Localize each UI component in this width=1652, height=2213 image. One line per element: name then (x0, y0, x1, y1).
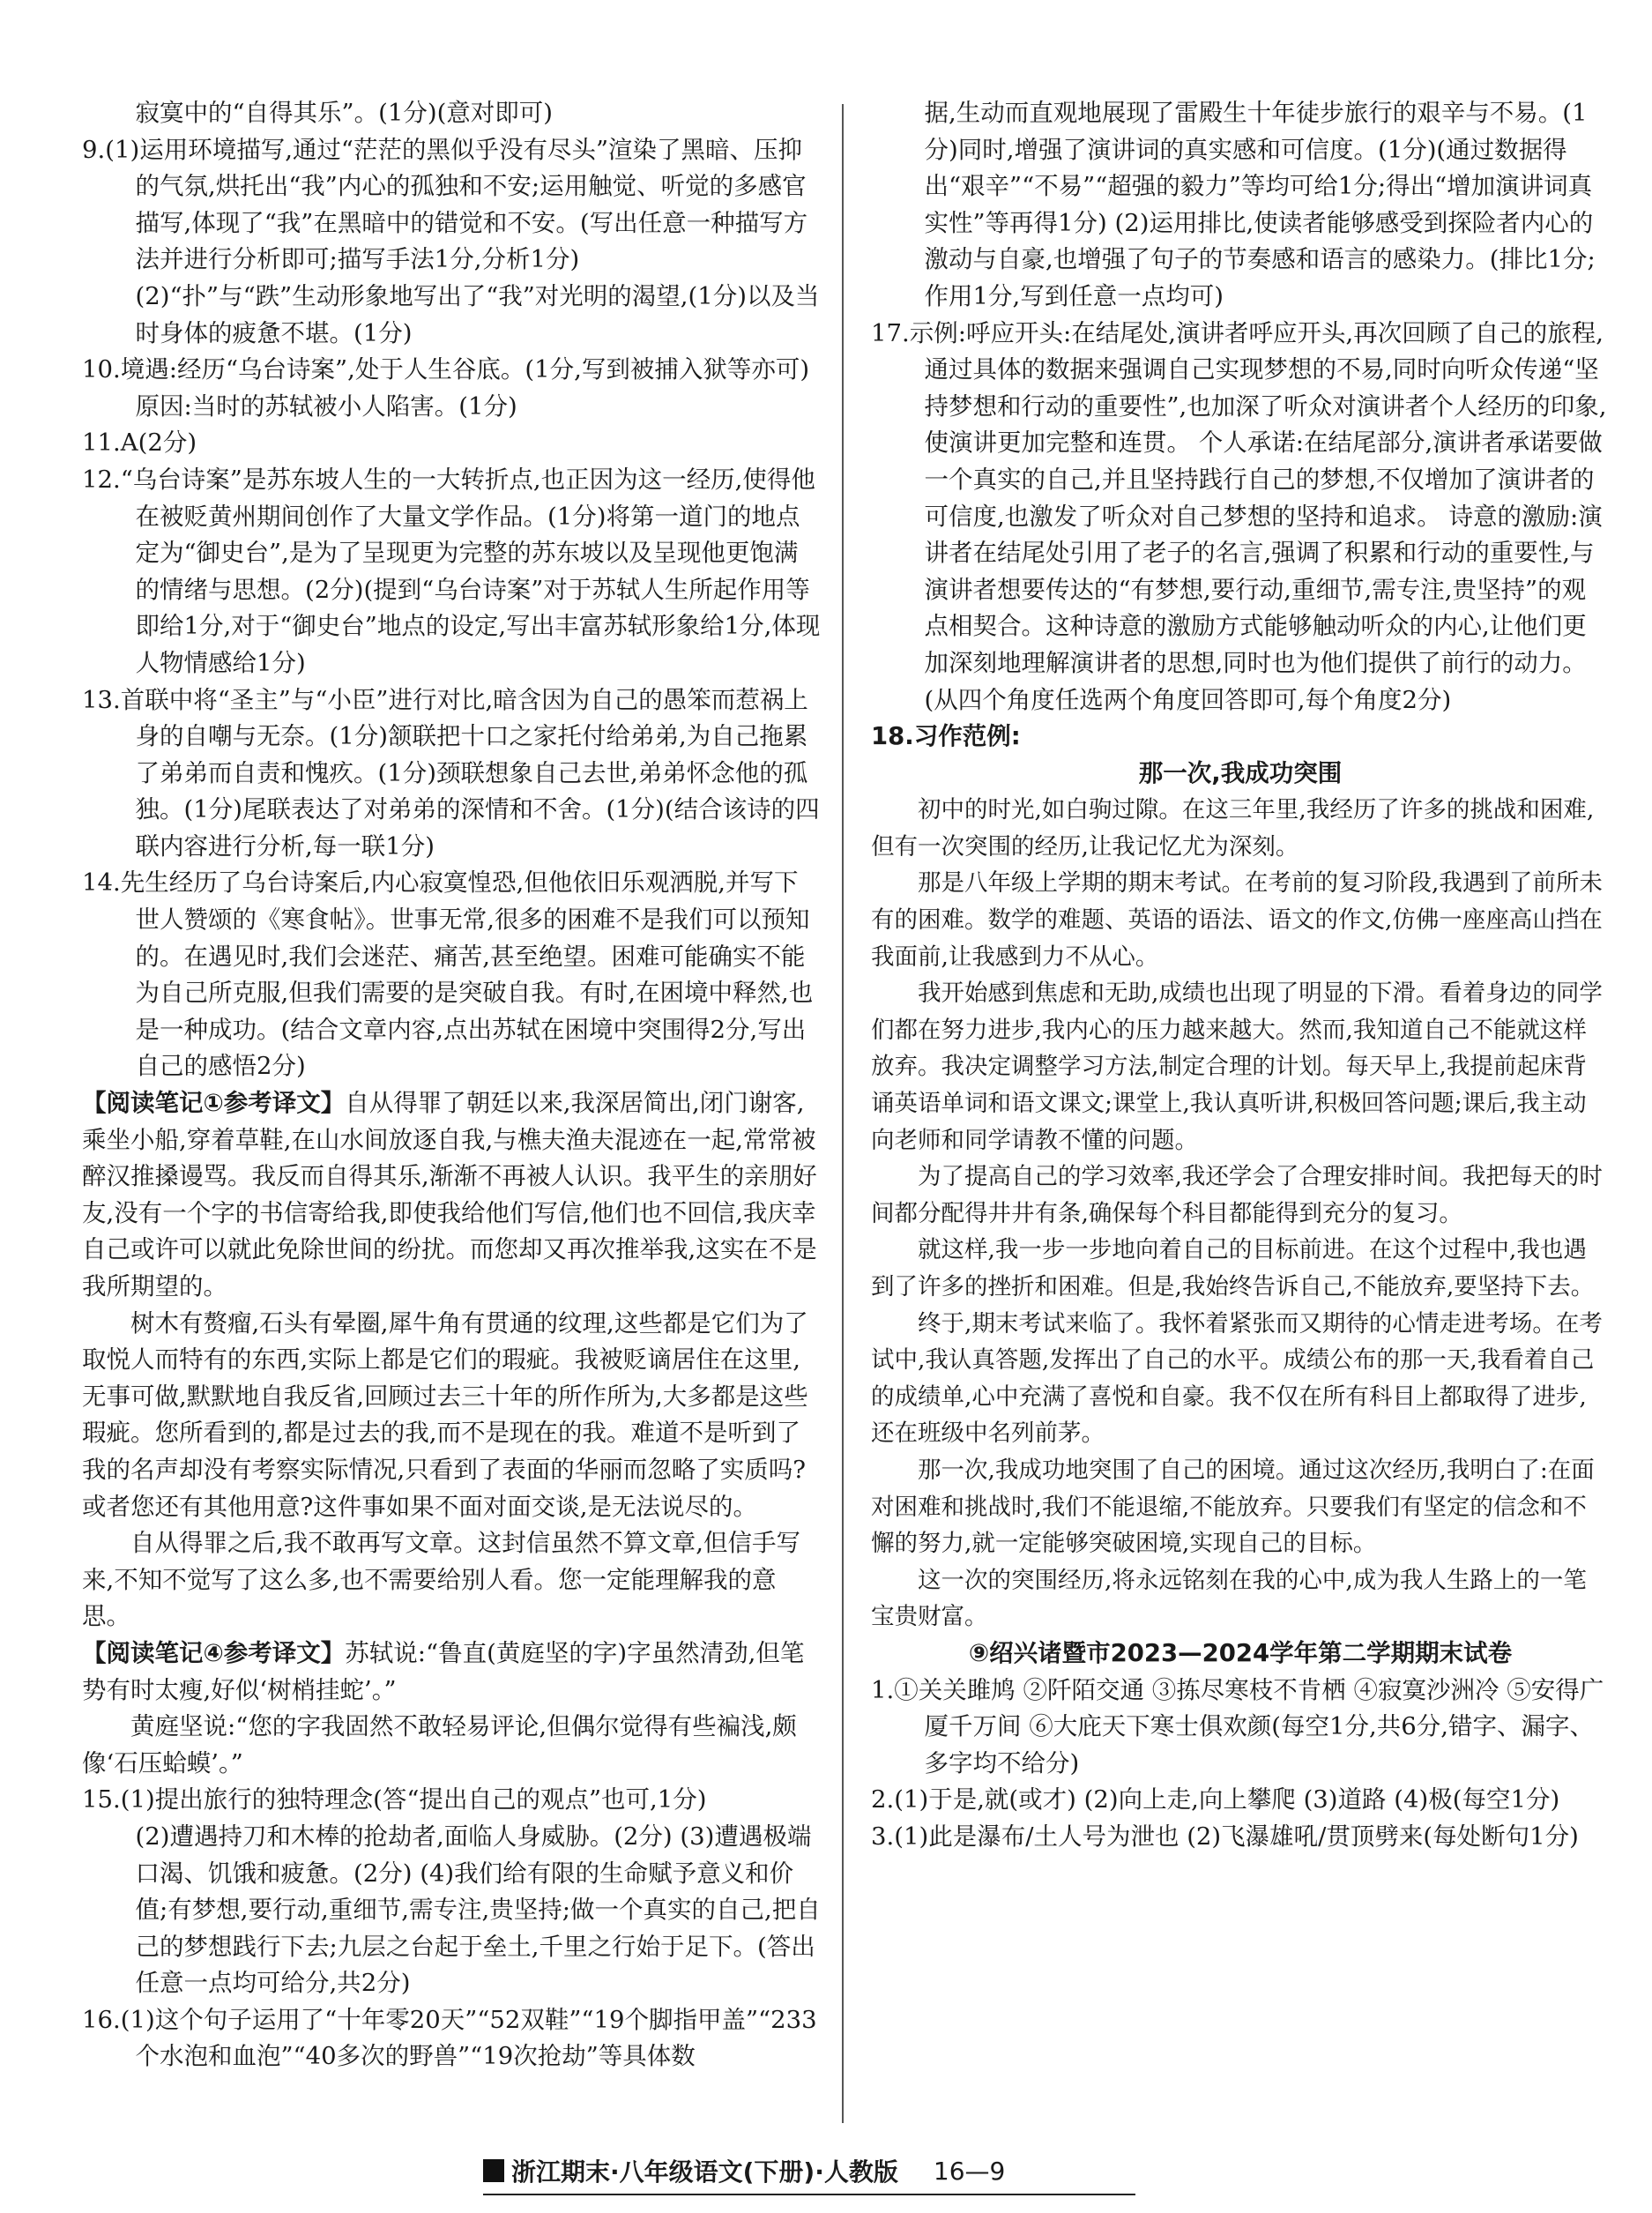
answer-paragraph: (2)“扑”与“跌”生动形象地写出了“我”对光明的渴望,(1分)以及当时身体的疲惫不堪。(1分) (135, 281, 820, 347)
essay-body (871, 792, 1610, 1636)
reading-note-text: 自从得罪了朝廷以来,我深居简出,闭门谢客,乘坐小船,穿着草鞋,在山水间放逐自我,与樵夫渔夫混迹在一起,常常被醉汉推搡谩骂。我反而自得其乐,渐渐不再被人认识。我平生的亲朋好友,没有一个字的书信寄给我,即使我给他们写信,他们也不回信,我庆幸自己或许可以就此免除世间的纷扰。而您却又再次推举我,这实在不是我所期望的。 (82, 1089, 817, 1300)
essay-paragraph: 我开始感到焦虑和无助,成绩也出现了明显的下滑。看着身边的同学们都在努力进步,我内心的压力越来越大。然而,我知道自己不能就这样放弃。我决定调整学习方法,制定合理的计划。每天早上,我提前起床背诵英语单词和语文课文;课堂上,我认真听讲,积极回答问题;课后,我主动向老师和同学请教不懂的问题。 (871, 980, 1603, 1154)
answer-paragraph: 17.示例:呼应开头:在结尾处,演讲者呼应开头,再次回顾了自己的旅程,通过具体的数据来强调自己实现梦想的不易,同时向听众传递“坚持梦想和行动的重要性”,也加深了听众对演讲者个人经历的印象,使演讲更加完整和连贯。 个人承诺:在结尾部分,演讲者承诺要做一个真实的自己,并且坚持践行自己的梦想,不仅增加了演讲者的可信度,也激发了听众对自己梦想的坚持和追求。 诗意的激励:演讲者在结尾处引用了老子的名言,强调了积累和行动的重要性,与演讲者想要传达的“有梦想,要行动,重细节,需专注,贵坚持”的观点相契合。这种诗意的激励方式能够触动听众的内心,让他们更加深刻地理解演讲者的思想,同时也为他们提供了前行的动力。(从四个角度任选两个角度回答即可,每个角度2分) (871, 318, 1607, 714)
page-number: 16—9 (933, 2156, 1006, 2186)
answers-16-18 (871, 95, 1610, 756)
answer-paragraph: 12.“乌台诗案”是苏东坡人生的一大转折点,也正因为这一经历,使得他在被贬黄州期间创作了大量文学作品。(1分)将第一道门的地点定为“御史台”,是为了呈现更为完整的苏东坡以及呈现他更饱满的情绪与思想。(2分)(提到“乌台诗案”对于苏轼人生所起作用等即给1分,对于“御史台”地点的设定,写出丰富苏轼形象给1分,体现人物情感给1分) (82, 465, 821, 677)
essay-paragraph: 这一次的突围经历,将永远铭刻在我的心中,成为我人生路上的一笔宝贵财富。 (871, 1566, 1587, 1631)
essay-paragraph: 为了提高自己的学习效率,我还学会了合理安排时间。我把每天的时间都分配得井井有条,确保每个科目都能得到充分的复习。 (871, 1163, 1603, 1227)
essay-paragraph: 初中的时光,如白驹过隙。在这三年里,我经历了许多的挑战和困难,但有一次突围的经历,让我记忆尤为深刻。 (871, 796, 1595, 861)
answer-paragraph: 1.①关关雎鸠 ②阡陌交通 ③拣尽寒枝不肯栖 ④寂寞沙洲冷 ⑤安得广厦千万间 ⑥大庇天下寒士俱欢颜(每空1分,共6分,错字、漏字、多字均不给分) (871, 1675, 1604, 1777)
answer-paragraph: 树木有赘瘤,石头有晕圈,犀牛角有贯通的纹理,这些都是它们为了取悦人而特有的东西,实际上都是它们的瑕疵。我被贬谪居住在这里,无事可做,默默地自我反省,回顾过去三十年的所作所为,大多都是这些瑕疵。您所看到的,都是过去的我,而不是现在的我。难道不是听到了我的名声却没有考察实际情况,只看到了表面的华丽而忽略了实质吗?或者您还有其他用意?这件事如果不面对面交谈,是无法说尽的。 (82, 1308, 808, 1521)
brand-square-icon (483, 2159, 504, 2182)
answer-paragraph: 3.(1)此是瀑布/土人号为泄也 (2)飞瀑雄吼/贯顶劈来(每处断句1分) (871, 1822, 1579, 1851)
answer-paragraph: 14.先生经历了乌台诗案后,内心寂寞惶恐,但他依旧乐观洒脱,并写下世人赞颂的《寒食帖》。世事无常,很多的困难不是我们可以预知的。在遇见时,我们会迷茫、痛苦,甚至绝望。困难可能确实不能为自己所克服,但我们需要的是突破自我。有时,在困境中释然,也是一种成功。(结合文章内容,点出苏轼在困境中突围得2分,写出自己的感悟2分) (82, 868, 814, 1081)
right-column (871, 95, 1610, 1856)
essay-paragraph: 那是八年级上学期的期末考试。在考前的复习阶段,我遇到了前所未有的困难。数学的难题、英语的语法、语文的作文,仿佛一座座高山挡在我面前,让我感到力不从心。 (871, 869, 1603, 971)
answer-paragraph: 9.(1)运用环境描写,通过“茫茫的黑似乎没有尽头”渲染了黑暗、压抑的气氛,烘托出“我”内心的孤独和不安;运用触觉、听觉的多感官描写,体现了“我”在黑暗中的错觉和不安。(写出任意一种描写方法并进行分析即可;描写手法1分,分析1分) (82, 135, 808, 274)
answer-paragraph: 黄庭坚说:“您的字我固然不敢轻易评论,但偶尔觉得有些褊浅,颇像‘石压蛤蟆’。” (82, 1712, 797, 1777)
essay-paragraph: 那一次,我成功地突围了自己的困境。通过这次经历,我明白了:在面对困难和挑战时,我们不能退缩,不能放弃。只要我们有坚定的信念和不懈的努力,就一定能够突破困境,实现自己的目标。 (871, 1456, 1595, 1558)
footer-rule (483, 2194, 1135, 2195)
answer-paragraph: 据,生动而直观地展现了雷殿生十年徒步旅行的艰辛与不易。(1分)同时,增强了演讲词的真实感和可信度。(1分)(通过数据得出“艰辛”“不易”“超强的毅力”等均可给1分;得出“增加演讲词真实性”等再得1分) (2)运用排比,使读者能够感受到探险者内心的激动与自豪,也增强了句子的节奏感和语言的感染力。(排比1分;作用1分,写到任意一点均可) (924, 99, 1596, 310)
answer-paragraph: 2.(1)于是,就(或才) (2)向上走,向上攀爬 (3)道路 (4)极(每空1分) (871, 1785, 1560, 1814)
exam-section-title: ⑨绍兴诸暨市2023—2024学年第二学期期末试卷 (968, 1638, 1513, 1667)
essay-paragraph: 终于,期末考试来临了。我怀着紧张而又期待的心情走进考场。在考试中,我认真答题,发挥出了自己的水平。成绩公布的那一天,我看着自己的成绩单,心中充满了喜悦和自豪。我不仅在所有科目上都取得了进步,还在班级中名列前茅。 (871, 1309, 1603, 1448)
footer-brand: 浙江期末·八年级语文(下册)·人教版 (511, 2157, 898, 2187)
answer-paragraph: 10.境遇:经历“乌台诗案”,处于人生谷底。(1分,写到被捕入狱等亦可) 原因:当时的苏轼被小人陷害。(1分) (82, 355, 810, 421)
answer-paragraph (82, 1636, 821, 1709)
column-divider (842, 104, 844, 2123)
reading-note-heading: 【阅读笔记④参考译文】 (82, 1638, 346, 1667)
answer-paragraph: 18.习作范例: (871, 722, 1021, 751)
answer-paragraph: (2)遭遇持刀和木棒的抢劫者,面临人身威胁。(2分) (3)遭遇极端口渴、饥饿和疲惫。(2分) (4)我们给有限的生命赋予意义和价值;有梦想,要行动,重细节,需专注,贵坚持;做一个真实的自己,把自己的梦想践行下去;九层之台起于垒土,千里之行始于足下。(答出任意一点均可给分,共2分) (135, 1822, 821, 1998)
model-essay (871, 756, 1610, 1636)
answer-paragraph: 13.首联中将“圣主”与“小臣”进行对比,暗含因为自己的愚笨而惹祸上身的自嘲与无奈。(1分)颔联把十口之家托付给弟弟,为自己拖累了弟弟而自责和愧疚。(1分)颈联想象自己去世,弟弟怀念他的孤独。(1分)尾联表达了对弟弟的深情和不舍。(1分)(结合该诗的四联内容进行分析,每一联1分) (82, 685, 820, 861)
reading-note-heading: 【阅读笔记①参考译文】 (82, 1089, 346, 1118)
answer-paragraph: 15.(1)提出旅行的独特理念(答“提出自己的观点”也可,1分) (82, 1785, 707, 1814)
answer-paragraph: 16.(1)这个句子运用了“十年零20天”“52双鞋”“19个脚指甲盖”“233个水泡和血泡”“40多次的野兽”“19次抢劫”等具体数 (82, 2005, 817, 2071)
answer-paragraph: 自从得罪之后,我不敢再写文章。这封信虽然不算文章,但信手写来,不知不觉写了这么多,也不需要给别人看。您一定能理解我的意思。 (82, 1529, 800, 1631)
answer-paragraph (82, 1085, 821, 1306)
essay-title: 那一次,我成功突围 (1138, 758, 1343, 787)
answer-paragraph: 寂寞中的“自得其乐”。(1分)(意对即可) (135, 99, 554, 127)
exam-answers (871, 1673, 1610, 1856)
left-column (82, 95, 821, 2075)
reading-note-text: 苏轼说:“鲁直(黄庭坚的字)字虽然清劲,但笔势有时太瘦,好似‘树梢挂蛇’。” (82, 1638, 805, 1704)
essay-paragraph: 就这样,我一步一步地向着自己的目标前进。在这个过程中,我也遇到了许多的挫折和困难。但是,我始终告诉自己,不能放弃,要坚持下去。 (871, 1236, 1595, 1300)
answer-paragraph: 11.A(2分) (82, 428, 197, 458)
page-footer (483, 2153, 1005, 2188)
